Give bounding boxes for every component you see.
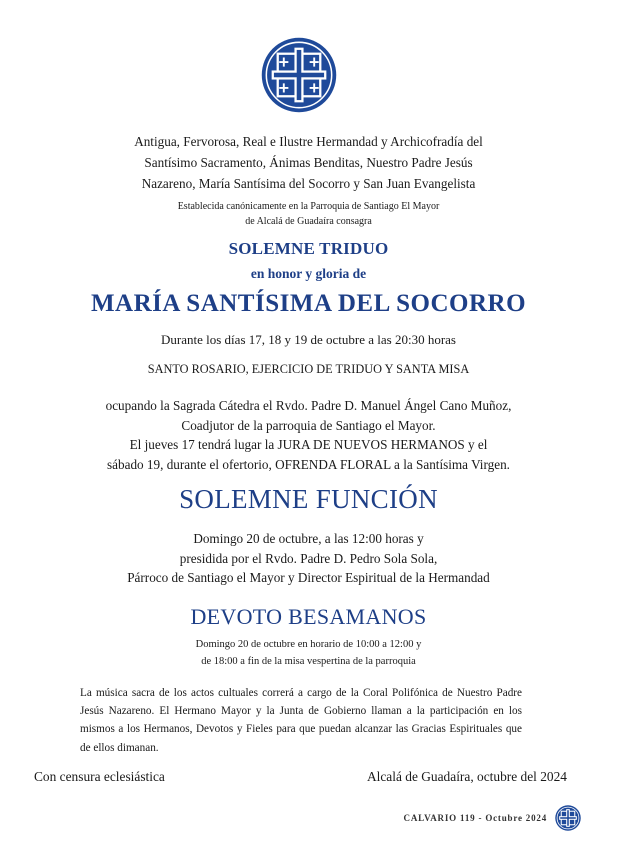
establishment-note — [0, 199, 617, 229]
brotherhood-name — [0, 131, 617, 194]
sermon-line: ocupando la Sagrada Cátedra el Rvdo. Padre D. Manuel Ángel Cano Muñoz, — [105, 398, 512, 413]
brotherhood-line: Nazareno, María Santísima del Socorro y San Juan Evangelista — [141, 176, 476, 191]
censura-note: Con censura eclesiástica — [34, 769, 165, 784]
funcion-line: Párroco de Santiago el Mayor y Director Espiritual de la Hermandad — [127, 570, 490, 585]
triduo-title: SOLEMNE TRIDUO — [228, 239, 389, 258]
besamanos-line: de 18:00 a fin de la misa vespertina de la parroquia — [201, 656, 416, 667]
sermon-line: Coadjutor de la parroquia de Santiago el Mayor. — [181, 417, 436, 433]
triduo-dates: Durante los días 17, 18 y 19 de octubre a las 20:30 horas — [161, 332, 456, 347]
establishment-line: Establecida canónicamente en la Parroquia de Santiago El Mayor — [177, 201, 440, 212]
brotherhood-line: Santísimo Sacramento, Ánimas Benditas, Nuestro Padre Jesús — [144, 155, 473, 170]
triduo-program: SANTO ROSARIO, EJERCICIO DE TRIDUO Y SANTA MISA — [147, 362, 470, 376]
brotherhood-seal-icon — [261, 37, 337, 113]
music-note: La música sacra de los actos cultuales correrá a cargo de la Coral Polifónica de Nuestro Padre Jesús Nazareno. El Hermano Mayor y la Junta de Gobierno llaman a la participación en los mismos a los Hermanos, Devotos y Fieles para que puedan alcanzar las Gracias Espirituales que de ellos dimanan. — [80, 687, 522, 754]
funcion-line: Domingo 20 de octubre, a las 12:00 horas y — [193, 531, 424, 546]
sermon-line: El jueves 17 tendrá lugar la JURA DE NUEVOS HERMANOS y el — [129, 437, 488, 452]
besamanos-line: Domingo 20 de octubre en horario de 10:00 a 12:00 y — [195, 639, 422, 650]
triduo-subtitle: en honor y gloria de — [250, 266, 367, 281]
besamanos-details — [0, 636, 617, 670]
funcion-line: presidida por el Rvdo. Padre D. Pedro Sola Sola, — [179, 550, 438, 566]
triduo-sermon — [0, 396, 617, 474]
publication-label: CALVARIO 119 - Octubre 2024 — [403, 813, 547, 823]
place-date: Alcalá de Guadaíra, octubre del 2024 — [366, 769, 567, 784]
brotherhood-seal-small-icon — [555, 805, 581, 831]
funcion-details — [0, 529, 617, 588]
dedication-title: MARÍA SANTÍSIMA DEL SOCORRO — [90, 290, 527, 317]
establishment-line: de Alcalá de Guadaíra consagra — [245, 216, 372, 227]
funcion-title: SOLEMNE FUNCIÓN — [179, 484, 438, 514]
sermon-line: sábado 19, durante el ofertorio, OFRENDA FLORAL a la Santísima Virgen. — [107, 456, 510, 472]
besamanos-title: DEVOTO BESAMANOS — [190, 604, 427, 629]
brotherhood-line: Antigua, Fervorosa, Real e Ilustre Hermandad y Archicofradía del — [134, 134, 483, 149]
